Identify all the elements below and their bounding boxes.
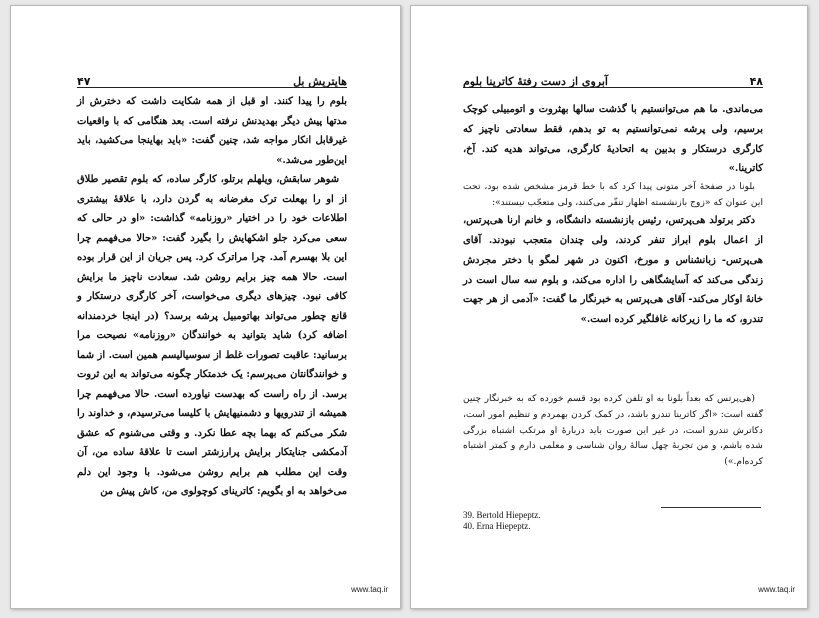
header-rule [463, 87, 763, 88]
page-number: ۴۷ [77, 75, 91, 88]
page-header [77, 68, 347, 88]
paragraph: می‌ماندی. ما هم می‌توانستیم با گذشت سالها بهثروت و اتومبیلی کوچک برسیم، ولی پرشه نمی‌توانستیم به تو بدهم، فقط سعادتی ناچیز که کارگری درستکار و بدبین به اتحادیهٔ کارگری، می‌تواند هدیه کند. آخ، کاترینا.» [463, 104, 763, 175]
paragraph: بلوم را پیدا کنند. او قبل از همه شکایت داشت که دخترش از مدتها پیش دیگر بهدیدنش نرفته است. بعد هنگامی که با واقعیات غیرقابل انکار مواجه شد، چنین گفت: «باید بهاینجا می‌کشید، باید این‌طور می‌شد.» [77, 96, 347, 166]
footnotes [463, 510, 763, 532]
page-number: ۴۸ [749, 75, 763, 88]
running-title: آبروی از دست رفتهٔ کاترینا بلوم [463, 75, 608, 88]
page-body [463, 100, 763, 330]
paragraph: دکتر برتولد هی‌پرتس، رئیس بازنشسته دانشگاه، و خانم ارنا هی‌پرتس، از اعمال بلوم ابراز تنفر کردند، ولی چندان متعجب نبودند. آقای هی‌پرتس- زبانشناس و مورخ، اکنون در شهر لمگو با دختر مجردش زندگی می‌کند که آسایشگاهی را اداره می‌کند، و بلوم سه سال است در خانهٔ اوکار می‌کند- آقای هی‌پرتس به خبرنگار ما گفت: «آدمی از هر جهت تندرو، که ما را زیرکانه غافلگیر کرده است.» [463, 215, 763, 326]
header-rule [77, 87, 347, 88]
page-body [77, 92, 347, 502]
paragraph-small: بلونا در صفحهٔ آخر متونی پیدا کرد که با خط قرمز مشخص شده بود، تحت این عنوان که «زوج بازنشسته اظهار تنفّر می‌کنند، ولی متعجّب نیستند»: [463, 181, 763, 209]
footer-url: www.taq.ir [351, 585, 388, 594]
paragraph: شوهر سابقش، ویلهلم برتلو، کارگر ساده، که بلوم تقصیر طلاق از او را بهعلت ترک مغرضانه به گردن دارد، با علاقهٔ بیشتری اطلاعات خود را در اختیار «روزنامه» گذاشت: «او در حالی که سعی می‌کرد جلو اشکهایش را بگیرد گفت: «حالا می‌فهمم چرا این بلا بهسرم آمد. چرا مراترک کرد. پس جریان از این قرار بوده است. حالا همه چیز برایم روشن شد. سعادت ناچیز ما برایش کافی نبود. چیزهای دیگری می‌خواست، آخر کارگری درستکار و قانع چطور می‌تواند بهاتومبیل پرشه برسد؟ (در اینجا خردمندانه اضافه کرد) شاید بتوانید به خوانندگان «روزنامه» نصیحت مرا برسانید: عاقبت تصورات غلط از سوسیالیسم همین است. از شما و خوانندگانتان می‌پرسم: یک خدمتکار چگونه می‌تواند به این ثروت برسد. از راه راست که بهدست نیاورده است. حالا می‌فهمم چرا همیشه از تندرویها و دشمنیهایش با کلیسا می‌ترسیدم، و خداوند را شکر می‌کنم که بهما بچه عطا نکرد. و وقتی می‌شنوم که عشق آدمکشی جنایتکار برایش پرارزشتر است تا علاقهٔ ساده من، آن وقت این مطلب هم برایم روشن می‌شود. با وجود این دلم می‌خواهد به او بگویم: کاترینای کوچولوی من، کاش پیش من [77, 174, 347, 497]
footnote-rule [661, 507, 761, 508]
footer-url: www.taq.ir [758, 585, 795, 594]
page-header [463, 68, 763, 88]
paragraph-small: (هی‌پرتس که بعداً بلونا به او تلفن کرده بود قسم خورده که به خبرنگار چنین گفته است: «اگر کاترینا تندرو باشد، در کمک کردن بهمردم و تنظیم امور است، دکاترش تندرو است، در غیر این صورت باید دربارهٔ او مرتکب اشتباه بزرگی شده باشم، و من تجربهٔ چهل سالهٔ روان شناسی و معلمی دارم و کمتر اشتباه کرده‌ام.») [463, 393, 763, 468]
footnote: 40. Erna Hiepeptz. [463, 521, 531, 531]
left-page [10, 5, 401, 609]
running-title: هایتریش بل [293, 75, 347, 88]
page-body-small [463, 391, 763, 470]
footnote: 39. Bertold Hiepeptz. [463, 510, 541, 520]
right-page [410, 5, 808, 609]
